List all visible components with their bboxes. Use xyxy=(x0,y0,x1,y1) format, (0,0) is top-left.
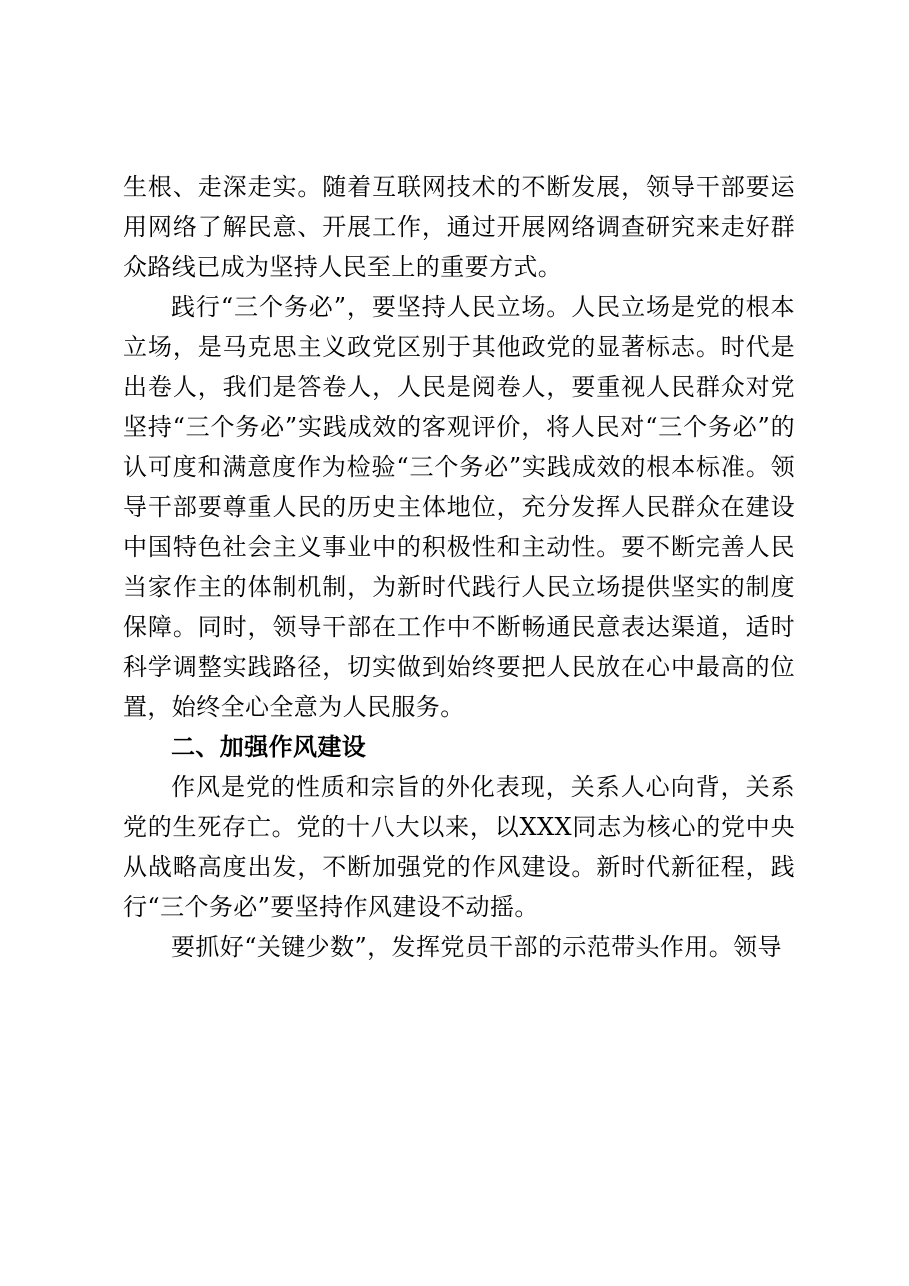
paragraph-2: 践行“三个务必”，要坚持人民立场。人民立场是党的根本立场，是马克思主义政党区别于其他政党的显著标志。时代是出卷人，我们是答卷人，人民是阅卷人，要重视人民群众对党坚持“三个务必”实践成效的客观评价，将人民对“三个务必”的认可度和满意度作为检验“三个务必”实践成效的根本标准。领导干部要尊重人民的历史主体地位，充分发挥人民群众在建设中国特色社会主义事业中的积极性和主动性。要不断完善人民当家作主的体制机制，为新时代践行人民立场提供坚实的制度保障。同时，领导干部在工作中不断畅通民意表达渠道，适时科学调整实践路径，切实做到始终要把人民放在心中最高的位置，始终全心全意为人民服务。 xyxy=(123,293,795,721)
paragraph-4: 要抓好“关键少数”，发挥党员干部的示范带头作用。领导 xyxy=(171,933,782,961)
paragraph-3: 作风是党的性质和宗旨的外化表现，关系人心向背，关系党的生死存亡。党的十八大以来，以XXX同志为核心的党中央从战略高度出发，不断加强党的作风建设。新时代新征程，践行“三个务必”要坚持作风建设不动摇。 xyxy=(123,773,795,921)
document-body xyxy=(123,167,795,967)
paragraph-1: 生根、走深走实。随着互联网技术的不断发展，领导干部要运用网络了解民意、开展工作，通过开展网络调查研究来走好群众路线已成为坚持人民至上的重要方式。 xyxy=(123,173,795,281)
section-heading: 二、加强作风建设 xyxy=(171,733,367,761)
